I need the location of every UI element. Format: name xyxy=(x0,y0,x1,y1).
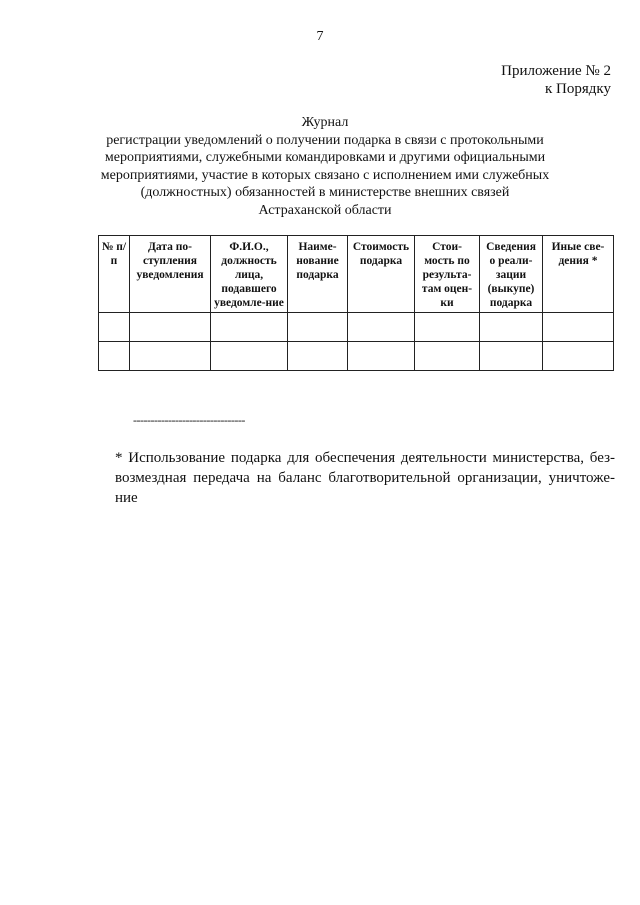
header-gift-value: Стоимость подарка xyxy=(348,236,415,313)
table-cell xyxy=(211,313,288,342)
appendix-line-1: Приложение № 2 xyxy=(501,63,611,79)
header-other-info: Иные све-дения * xyxy=(543,236,614,313)
title-line-5: (должностных) обязанностей в министерстве внешних связей xyxy=(140,185,510,200)
table-cell xyxy=(415,313,480,342)
header-gift-name: Наиме-нование подарка xyxy=(288,236,348,313)
table-cell xyxy=(99,342,130,371)
table-cell xyxy=(415,342,480,371)
table-cell xyxy=(288,342,348,371)
table-cell xyxy=(480,342,543,371)
title-line-3: мероприятиями, служебными командировками и другими официальными xyxy=(104,150,546,165)
appendix-line-2: к Порядку xyxy=(545,81,611,97)
table-cell xyxy=(348,342,415,371)
table-cell xyxy=(543,313,614,342)
header-appraised-value: Стои-мость по результа-там оцен-ки xyxy=(415,236,480,313)
table-row xyxy=(99,313,614,342)
title-line-4: мероприятиями, участие в которых связано с исполнением ими служебных xyxy=(100,167,550,183)
header-receipt-date: Дата по-ступления уведомления xyxy=(130,236,211,313)
table-cell xyxy=(130,313,211,342)
header-full-name-position: Ф.И.О., должность лица, подавшего уведомле-ние xyxy=(211,236,288,313)
table-row xyxy=(99,342,614,371)
footnote-separator: -------------------------------- xyxy=(133,413,245,427)
table-cell xyxy=(99,313,130,342)
title-line-6: Астраханской области xyxy=(258,202,392,218)
page-number: 7 xyxy=(316,29,324,44)
appendix-reference xyxy=(501,62,611,98)
table-cell xyxy=(348,313,415,342)
table-cell xyxy=(288,313,348,342)
document-title xyxy=(90,114,560,219)
table-cell xyxy=(480,313,543,342)
title-line-1: Журнал xyxy=(301,115,349,130)
table-header-row xyxy=(99,236,614,313)
journal-table xyxy=(98,235,614,371)
table-cell xyxy=(211,342,288,371)
title-line-2: регистрации уведомлений о получении подарка в связи с протокольными xyxy=(106,132,544,148)
footnote-text: * Использование подарка для обеспечения деятельности министерства, без-возмездная передача на баланс благотворительной организации, уничтоже-ние xyxy=(115,450,615,506)
header-number: № п/п xyxy=(99,236,130,313)
table-cell xyxy=(130,342,211,371)
header-sale-info: Сведения о реали-зации (выкупе) подарка xyxy=(480,236,543,313)
table-cell xyxy=(543,342,614,371)
